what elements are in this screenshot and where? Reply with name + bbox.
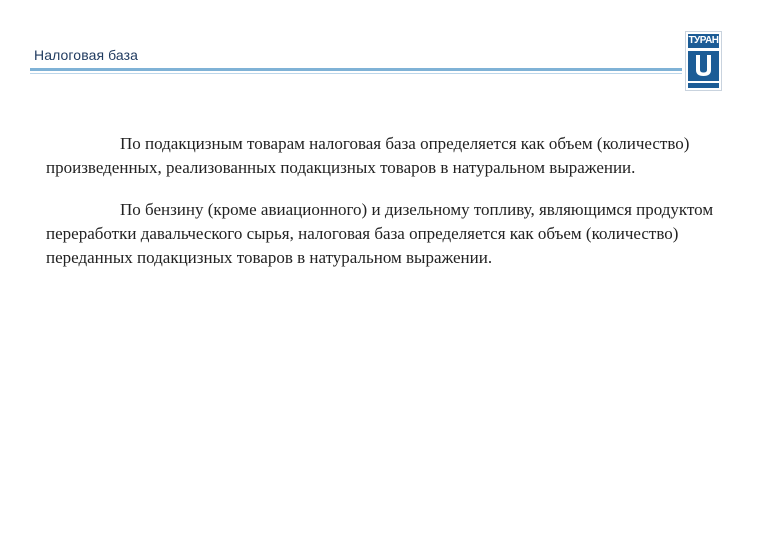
logo-wordmark: ТУРАН <box>688 35 719 46</box>
page-title: Налоговая база <box>34 47 139 63</box>
body-text <box>46 132 722 288</box>
header-divider-thin <box>30 73 682 74</box>
paragraph: По подакцизным товарам налоговая база определяется как объем (количество) произведенных, реализованных подакцизных товаров в натуральном выражении. <box>46 134 690 177</box>
logo-subtitle-bar <box>688 83 719 88</box>
paragraph: По бензину (кроме авиационного) и дизельному топливу, являющимся продуктом переработки давальческого сырья, налоговая база определяется как объем (количество) переданных подакцизных товаров в натуральном выражении. <box>46 200 714 267</box>
header-divider <box>30 68 682 71</box>
turan-logo-icon <box>685 31 722 91</box>
logo-u-mark-icon <box>688 51 719 81</box>
